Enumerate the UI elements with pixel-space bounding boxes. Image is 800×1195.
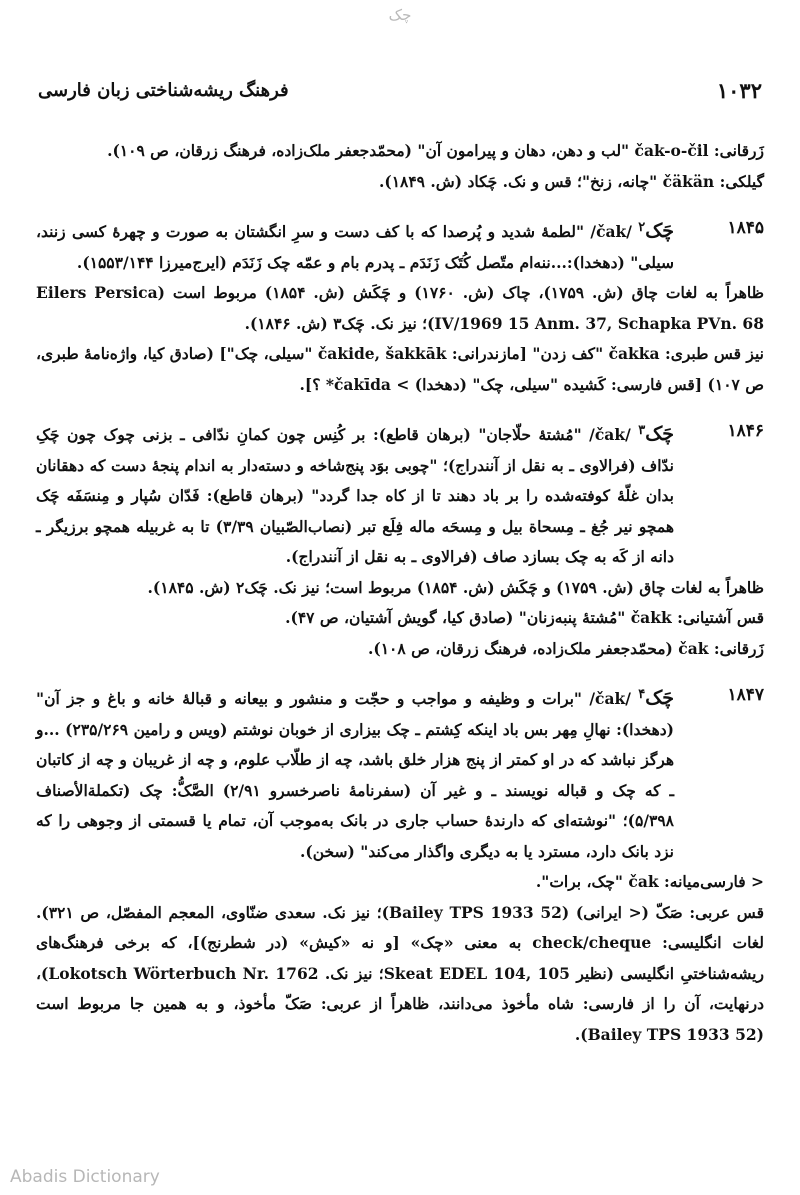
page-header — [38, 78, 762, 108]
entry-definition: /čak/ "مُشتهٔ حلّاجان" (برهان قاطع): بر کُنِس چون کمانِ ندّافی ـ بزنی چوک چون چَکِ ندّاف (فرالاوی ـ به نقل از آنندراج)؛ "چوبی بوَد پنج‌شاخه و دسته‌دار به اندام پنجهٔ دست که دهقانان بدان غلّهٔ کوفته‌شده را بر باد دهند تا از کاه جدا گردد" (برهان قاطع): فَدّان سُپار و مِنسَفَه چَک همچو نیر جُغ ـ مِسحاة بیل و مِسحَه ماله فِلَع تبر (نصاب‌الصّبیان ۳/۳۹) تا به غربیله همچو برزیگر ـ دانه از کَه به چک بسازد صاف (فرالاوی ـ به نقل از آنندراج). — [36, 425, 674, 567]
intro-line-zarqani: زَرقانی: čak-o-čil "لب و دهن، دهان و پیرامون آن" (محمّدجعفر ملک‌زاده، فرهنگ زرقان، ص ۱۰۹). — [107, 141, 764, 160]
entry-definition: /čak/ "برات و وظیفه و مواجب و حجّت و منشور و بیعانه و قبالهٔ خانه و باغ و جز آن" (دهخدا): نهالِ مِهر بس باد اینکه کِشتم ـ چک بیزاری از خوبان نوشتم (ویس و رامین ۲۳۵/۲۶۹) ...و هرگز نباشد که در او کمتر از پنج هزار خلق باشد، چه از طلّاب علوم، و چه از غریبان و چه از کاتبان ـ که چک و قباله نویسند ـ و غیر آن (سفرنامهٔ ناصرخسرو ۲/۹۱) الصَّکُّ: چک (تکملة‌الأصناف ۵/۳۹۸)؛ "نوشته‌ای که دارندهٔ حساب جاری در بانک به‌موجب آن، تمام یا قسمتی از وجوهی را که نزد بانک دارد، مسترد یا به دیگری واگذار می‌کند" (سخن). — [36, 689, 675, 861]
entry-head — [36, 680, 764, 867]
headword: چَک — [645, 423, 674, 446]
entry-paragraph: نیز قس طبری: čakka "کف زدن" [مازندرانی: čakide, šakkāk "سیلی، چک"] (صادق کیا، واژه‌نامهٔ طبری، ص ۱۰۷) [قس فارسی: کَشیده "سیلی، چک" (دهخدا) > čakīda* ؟]. — [36, 344, 764, 394]
entry-head — [36, 213, 764, 278]
entry-1847 — [36, 680, 764, 1050]
headword: چَک — [645, 220, 674, 243]
intro-line-gilaki: گیلکی: čäkän "چانه، زنخ"؛ قس و نک. چَکاد (ش. ۱۸۴۹). — [378, 171, 764, 191]
entry-paragraph: قس عربی: صَکّ (< ایرانی) (Bailey TPS 1933 52)؛ نیز نک. سعدی ضنّاوی، المعجم المفصّل، ص ۳۲۱). لغات انگلیسی: check/cheque به معنی «چک» [و نه «کیش» (در شطرنج)]، که برخی فرهنگ‌های ریشه‌شناختیِ انگلیسی (نظیر Skeat EDEL 104, 105؛ نیز نک. Lokotsch Wörterbuch Nr. 1762)، درنهایت، آن را از فارسی: شاه مأخوذ می‌دانند، ظاهراً از عربی: صَکّ مأخوذ، و به همین جا مربوط است (Bailey TPS 1933 52). — [36, 902, 765, 1044]
entry-number: ۱۸۴۶ — [727, 421, 764, 442]
entry-1845 — [36, 213, 764, 400]
headword: چَک — [645, 687, 674, 710]
entry-paragraph: قس آشتیانی: čakk "مُشتهٔ پنبه‌زنان" (صادق کیا، گویش آشتیان، ص ۴۷). — [285, 608, 764, 628]
book-title: فرهنگ ریشه‌شناختی زبان فارسی — [38, 80, 289, 101]
entry-paragraph: < فارسی‌میانه: čak "چک، برات". — [535, 872, 764, 892]
page-number: ۱۰۳۲ — [716, 78, 762, 103]
entry-number: ۱۸۴۷ — [727, 685, 764, 706]
headword-superscript: ۴ — [638, 687, 646, 703]
watermark: Abadis Dictionary — [10, 1167, 160, 1187]
entry-paragraph: ظاهراً به لغات چاق (ش. ۱۷۵۹)، چاک (ش. ۱۷۶۰) و چَکَش (ش. ۱۸۵۴) مربوط است (Eilers Persica IV/1969 15 Anm. 37, Schapka PVn. 68)؛ نیز نک. چَک۳ (ش. ۱۸۴۶). — [36, 283, 764, 333]
headword-superscript: ۲ — [638, 220, 646, 235]
page-top-word: چک — [388, 6, 412, 24]
entry-paragraph: ظاهراً به لغات چاق (ش. ۱۷۵۹) و چَکَش (ش. ۱۸۵۴) مربوط است؛ نیز نک. چَک۲ (ش. ۱۸۴۵). — [147, 577, 764, 597]
entry-definition: /čak/ "لطمهٔ شدید و پُرصدا که با کف دست و سرِ انگشتان به صورت و چهرهٔ کسی زنند، سیلی" (دهخدا):...ننه‌ام متّصل کُتَک زَنَدَم ـ پدرم بام و عمّه چک زَنَدَم (ایرج‌میرزا ۱۵۵۳/۱۴۴). — [36, 222, 674, 272]
entry-number: ۱۸۴۵ — [727, 218, 764, 238]
entry-head — [36, 416, 764, 573]
headword-superscript: ۳ — [638, 423, 646, 439]
dictionary-content — [36, 136, 764, 1050]
entry-paragraph: زَرقانی: čak (محمّدجعفر ملک‌زاده، فرهنگ زرقان، ص ۱۰۸). — [367, 638, 764, 658]
entry-1846 — [36, 416, 764, 664]
